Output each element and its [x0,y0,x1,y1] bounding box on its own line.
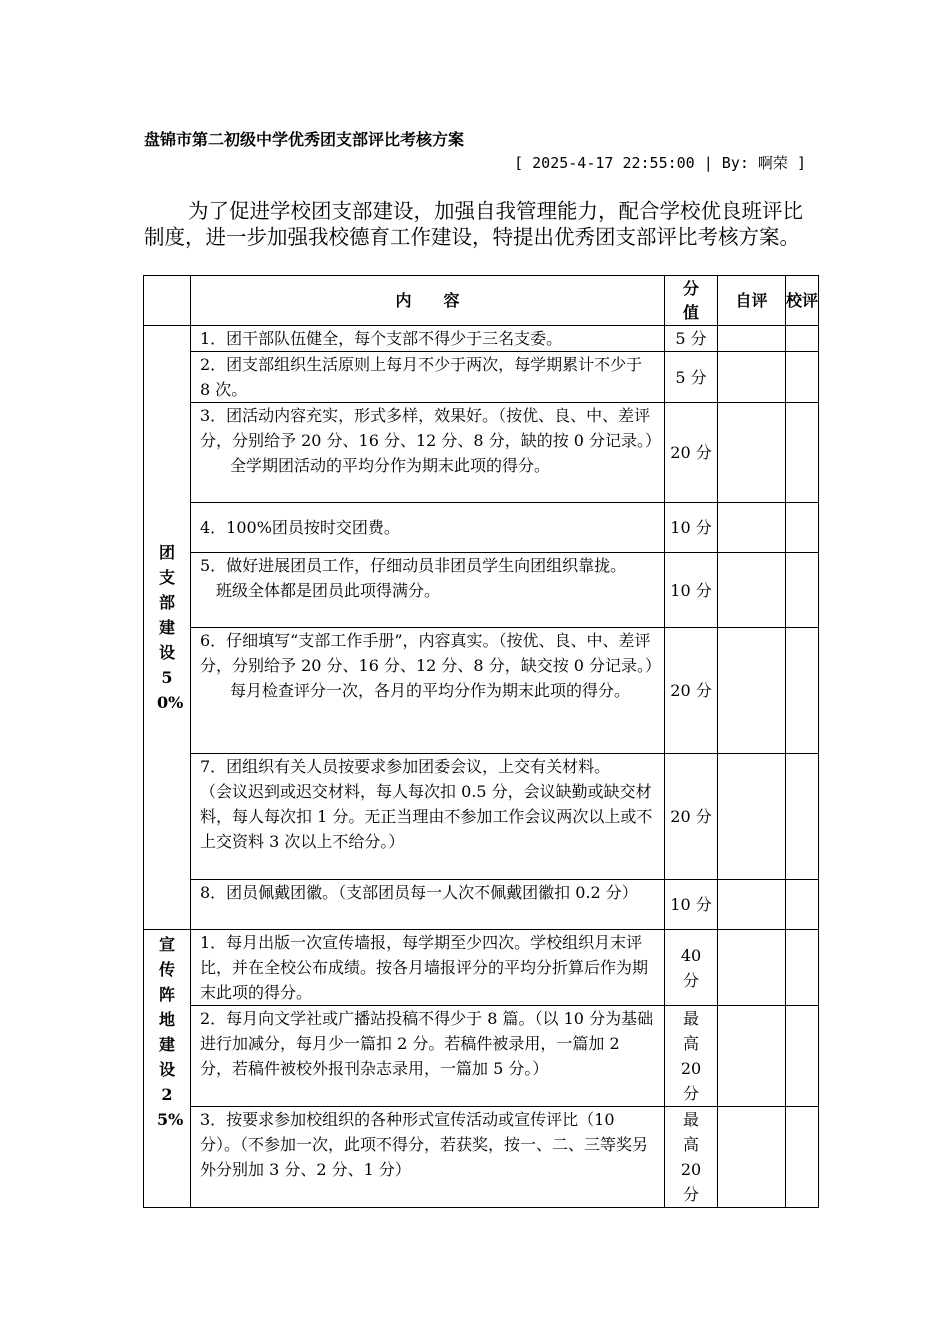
self-eval-cell[interactable] [718,403,786,503]
self-eval-cell[interactable] [718,503,786,553]
self-eval-cell[interactable] [718,930,786,1006]
row-score: 10 分 [665,503,718,553]
row-score: 5 分 [665,326,718,352]
school-eval-cell[interactable] [786,503,819,553]
self-eval-cell[interactable] [718,326,786,352]
school-eval-cell[interactable] [786,880,819,930]
table-row [144,880,819,930]
row-score: 20 分 [665,628,718,754]
self-eval-cell[interactable] [718,628,786,754]
self-eval-cell[interactable] [718,754,786,880]
row-content: 8．团员佩戴团徽。（支部团员每一人次不佩戴团徽扣 0.2 分） [191,880,665,930]
self-eval-cell[interactable] [718,1006,786,1107]
table-row [144,403,819,503]
row-content: 4．100%团员按时交团费。 [191,503,665,553]
header-school-eval: 校评 [786,276,819,326]
category-cell [144,930,191,1208]
self-eval-cell[interactable] [718,880,786,930]
row-score: 最高 20 分 [665,1006,718,1107]
self-eval-cell[interactable] [718,1107,786,1208]
row-score: 20 分 [665,754,718,880]
row-content: 1．每月出版一次宣传墙报，每学期至少四次。学校组织月末评比，并在全校公布成绩。按各月墙报评分的平均分折算后作为期末此项的得分。 [191,930,665,1006]
header-category-cell [144,276,191,326]
table-row [144,754,819,880]
post-meta: [ 2025-4-17 22:55:00 | By: 啊荣 ] [514,154,806,172]
table-header-row [144,276,819,326]
school-eval-cell[interactable] [786,754,819,880]
row-note: （会议迟到或迟交材料，每人每次扣 0.5 分，会议缺勤或缺交材料，每人每次扣 1 分。无正当理由不参加工作会议两次以上或不上交资料 3 次以上不给分。） [200,782,653,851]
row-content: 2．团支部组织生活原则上每月不少于两次，每学期累计不少于 8 次。 [191,352,665,403]
category-cell [144,326,191,930]
intro-paragraph: 为了促进学校团支部建设，加强自我管理能力，配合学校优良班评比制度，进一步加强我校德育工作建设，特提出优秀团支部评比考核方案。 [144,199,803,249]
school-eval-cell[interactable] [786,1006,819,1107]
school-eval-cell[interactable] [786,326,819,352]
row-content: 3．按要求参加校组织的各种形式宣传活动或宣传评比（10 分）。（不参加一次，此项不得分，若获奖，按一、二、三等奖另外分别加 3 分、2 分、1 分） [191,1107,665,1208]
table-row [144,326,819,352]
header-score: 分值 [665,276,718,326]
self-eval-cell[interactable] [718,553,786,628]
evaluation-table [143,275,819,1208]
row-content: 5．做好进展团员工作，仔细动员非团员学生向团组织靠拢。 班级全体都是团员此项得满分。 [191,553,665,628]
category-label: 团支部建设50% [157,543,184,712]
row-content: 6．仔细填写“支部工作手册”，内容真实。（按优、良、中、差评分，分别给予 20 分、16 分、12 分、8 分，缺交按 0 分记录。） 每月检查评分一次，各月的平均分作为期末此项的得分。 [191,628,665,754]
category-label: 宣传阵地建设25% [157,935,184,1129]
row-note: 全学期团活动的平均分作为期末此项的得分。 [230,456,551,475]
table-row [144,930,819,1006]
row-score: 最高 20 分 [665,1107,718,1208]
document-title: 盘锦市第二初级中学优秀团支部评比考核方案 [144,130,465,149]
school-eval-cell[interactable] [786,930,819,1006]
row-note: 班级全体都是团员此项得满分。 [216,581,441,600]
self-eval-cell[interactable] [718,352,786,403]
school-eval-cell[interactable] [786,352,819,403]
table-row [144,352,819,403]
row-score: 10 分 [665,880,718,930]
header-self-eval: 自评 [718,276,786,326]
school-eval-cell[interactable] [786,628,819,754]
row-content: 3．团活动内容充实，形式多样，效果好。（按优、良、中、差评分，分别给予 20 分、16 分、12 分、8 分，缺的按 0 分记录。） 全学期团活动的平均分作为期末此项的得分。 [191,403,665,503]
row-content: 7．团组织有关人员按要求参加团委会议，上交有关材料。 （会议迟到或迟交材料，每人每次扣 0.5 分，会议缺勤或缺交材料，每人每次扣 1 分。无正当理由不参加工作会议两次以上或不上交资料 3 次以上不给分。） [191,754,665,880]
row-score: 5 分 [665,352,718,403]
school-eval-cell[interactable] [786,403,819,503]
row-content: 1．团干部队伍健全，每个支部不得少于三名支委。 [191,326,665,352]
header-content: 内 容 [191,276,665,326]
row-score: 20 分 [665,403,718,503]
table-row [144,503,819,553]
table-row [144,1006,819,1107]
table-row [144,628,819,754]
school-eval-cell[interactable] [786,553,819,628]
row-score: 10 分 [665,553,718,628]
row-note: 每月检查评分一次，各月的平均分作为期末此项的得分。 [230,681,631,700]
row-score: 40 分 [665,930,718,1006]
row-content: 2．每月向文学社或广播站投稿不得少于 8 篇。（以 10 分为基础进行加减分，每月少一篇扣 2 分。若稿件被录用，一篇加 2 分，若稿件被校外报刊杂志录用，一篇加 5 分。） [191,1006,665,1107]
school-eval-cell[interactable] [786,1107,819,1208]
table-row [144,1107,819,1208]
table-row [144,553,819,628]
